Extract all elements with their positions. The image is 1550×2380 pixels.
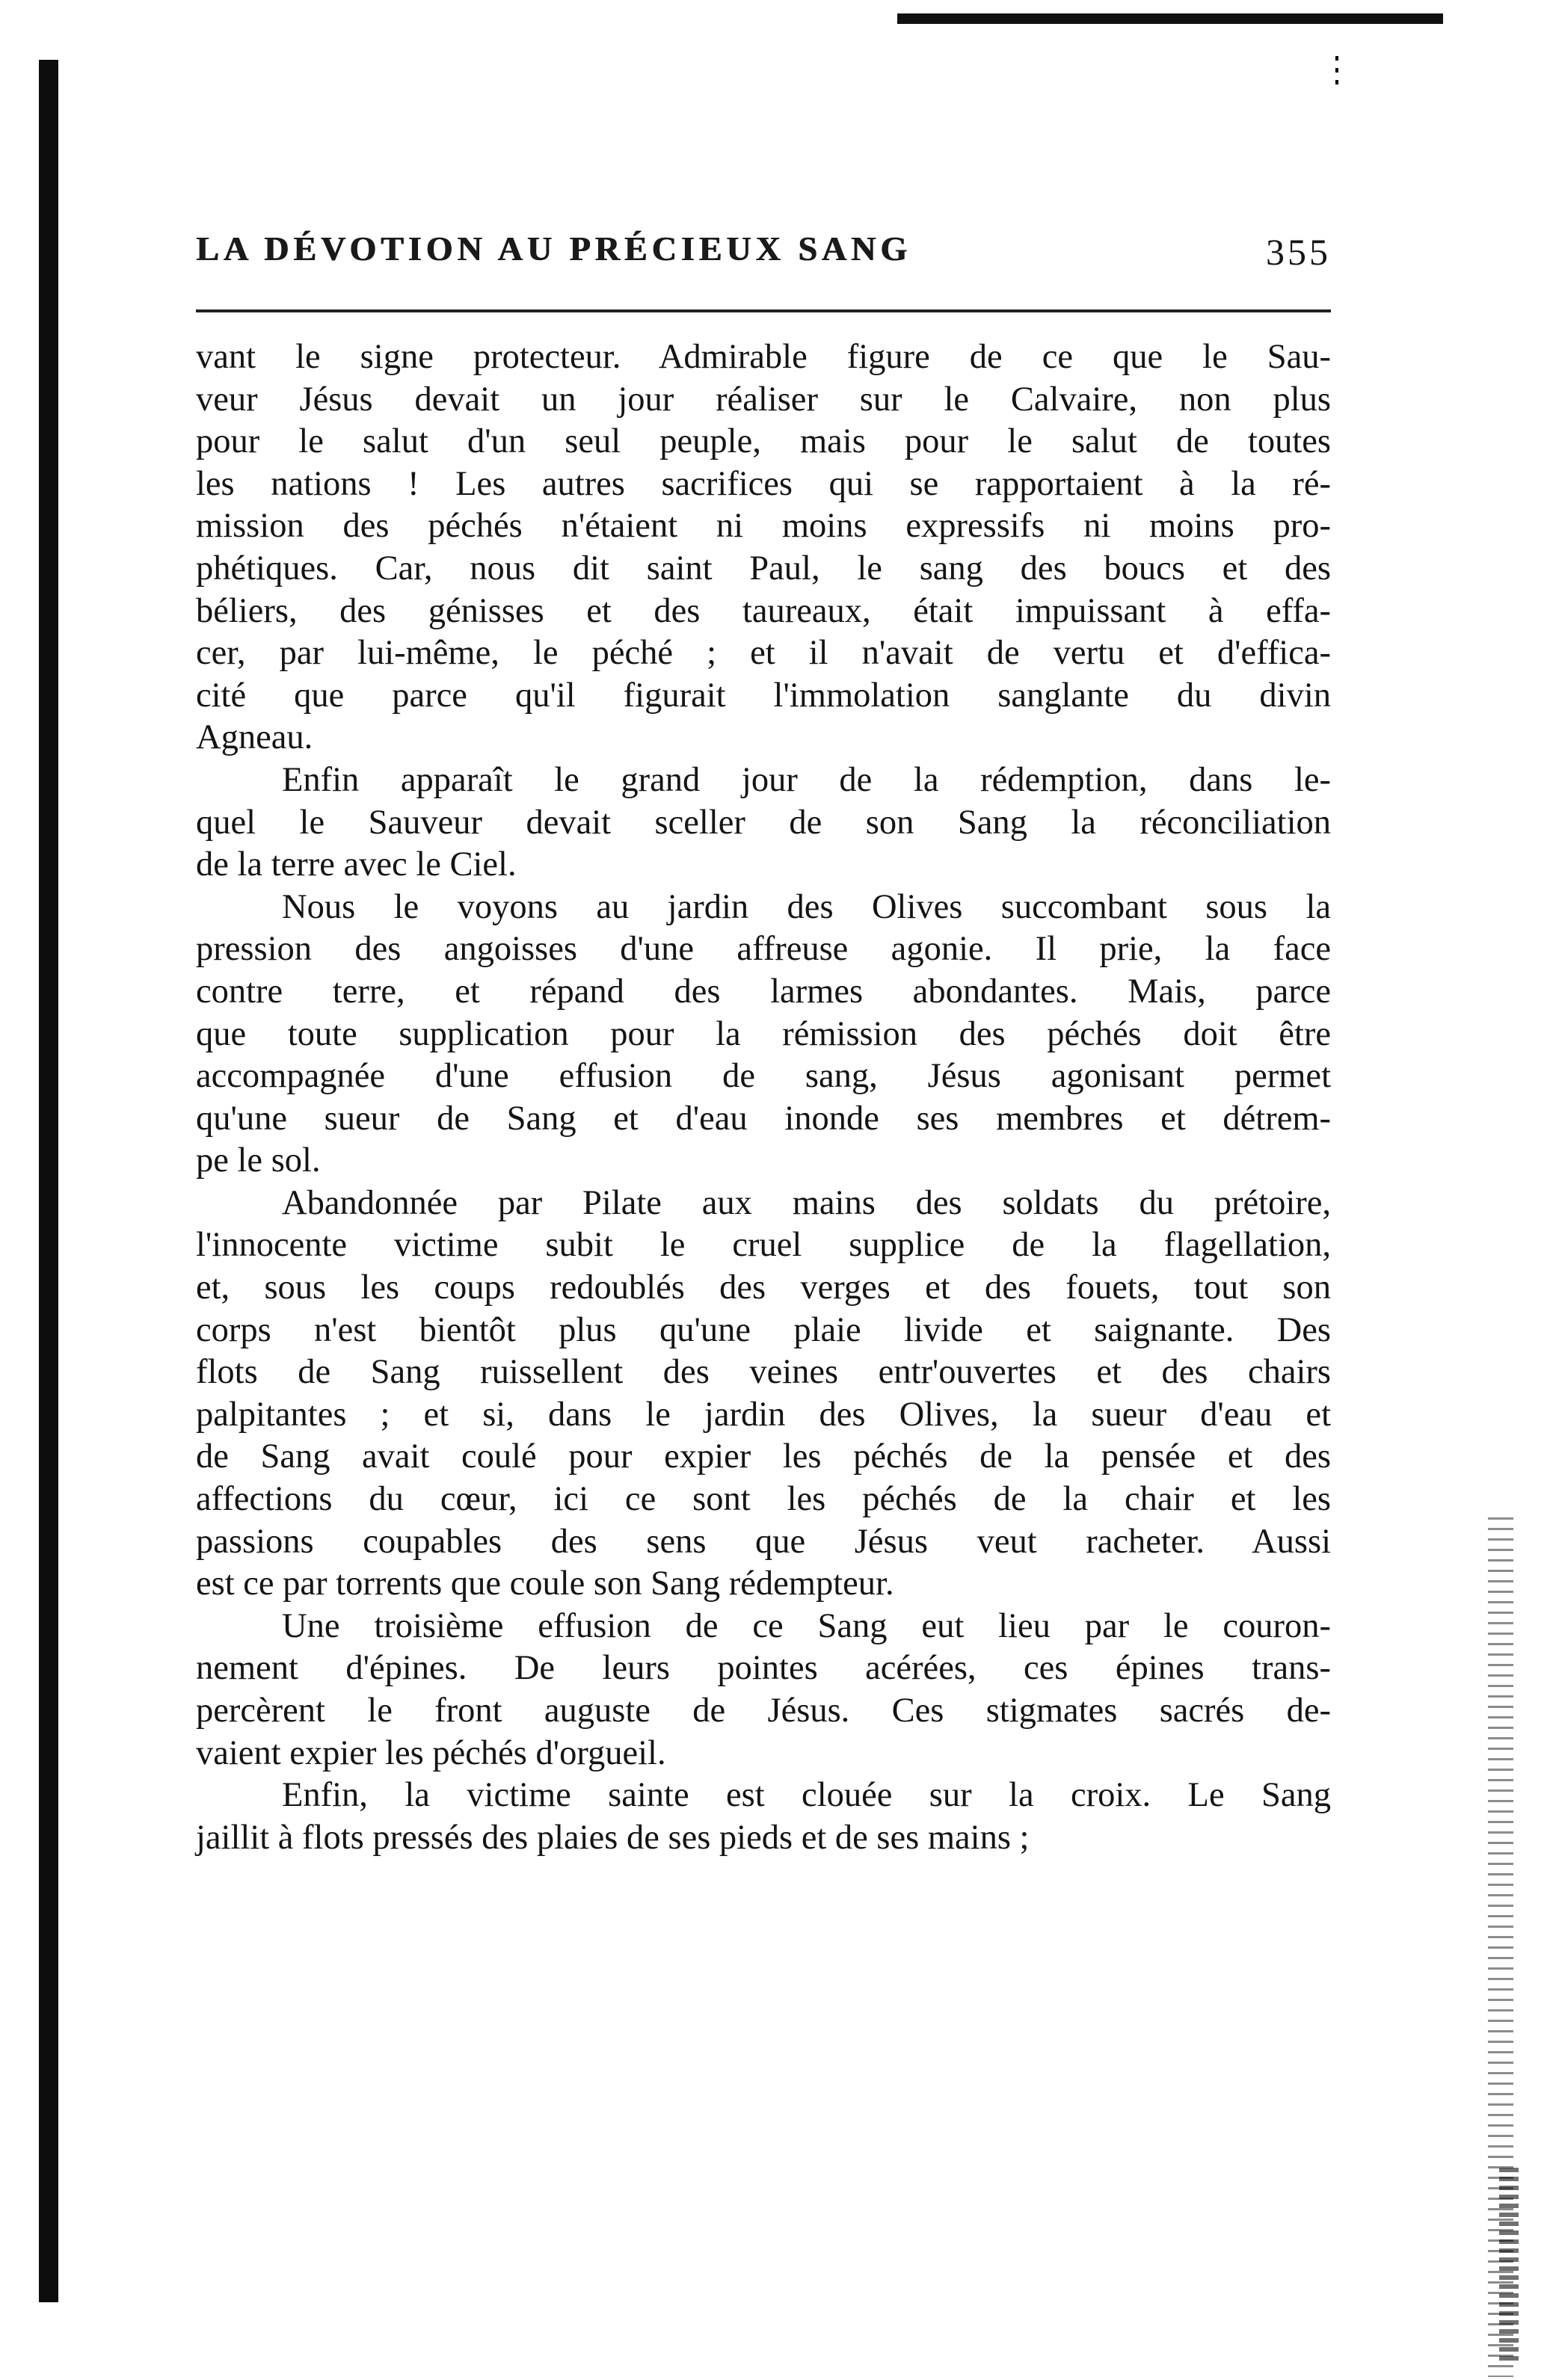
text-line: palpitantes ; et si, dans le jardin des Olives, la sueur d'eau et [196, 1395, 1331, 1434]
text-line: qu'une sueur de Sang et d'eau inonde ses membres et détrem- [196, 1099, 1331, 1138]
text-line: nement d'épines. De leurs pointes acérées, ces épines trans- [196, 1649, 1331, 1688]
paragraph [196, 759, 1331, 887]
header-rule [196, 309, 1331, 312]
paragraph [196, 887, 1331, 1183]
text-line: pression des angoisses d'une affreuse agonie. Il prie, la face [196, 930, 1331, 969]
page-text [196, 336, 1331, 1859]
text-line: Abandonnée par Pilate aux mains des soldats du prétoire, [282, 1183, 1331, 1222]
text-line: jaillit à flots pressés des plaies de ses pieds et de ses mains ; [196, 1818, 1030, 1857]
text-line: corps n'est bientôt plus qu'une plaie livide et saignante. Des [196, 1310, 1331, 1349]
text-line: les nations ! Les autres sacrifices qui se rapportaient à la ré- [196, 464, 1331, 503]
text-line: Une troisième effusion de ce Sang eut lieu par le couron- [282, 1606, 1331, 1645]
text-line: de Sang avait coulé pour expier les péchés de la pensée et des [196, 1437, 1331, 1476]
text-line: que toute supplication pour la rémission des péchés doit être [196, 1014, 1331, 1053]
text-line: pe le sol. [196, 1141, 321, 1180]
text-line: contre terre, et répand des larmes abondantes. Mais, parce [196, 972, 1331, 1011]
paragraph [196, 1606, 1331, 1775]
text-line: vaient expier les péchés d'orgueil. [196, 1733, 666, 1772]
text-line: béliers, des génisses et des taureaux, était impuissant à effa- [196, 591, 1331, 630]
text-line: de la terre avec le Ciel. [196, 845, 517, 884]
scan-edge-left-bar [39, 60, 58, 2302]
text-line: l'innocente victime subit le cruel supplice de la flagellation, [196, 1226, 1331, 1265]
text-line: Enfin, la victime sainte est clouée sur la croix. Le Sang [282, 1776, 1331, 1815]
running-head-title: LA DÉVOTION AU PRÉCIEUX SANG [196, 229, 911, 268]
text-line: phétiques. Car, nous dit saint Paul, le sang des boucs et des [196, 549, 1331, 588]
paragraph [196, 336, 1331, 759]
text-line: est ce par torrents que coule son Sang rédempteur. [196, 1564, 894, 1603]
scan-edge-top-rule [897, 13, 1443, 24]
running-head [196, 224, 1331, 277]
text-line: veur Jésus devait un jour réaliser sur le Calvaire, non plus [196, 380, 1331, 419]
text-line: accompagnée d'une effusion de sang, Jésus agonisant permet [196, 1057, 1331, 1096]
text-line: Enfin apparaît le grand jour de la rédemption, dans le- [282, 760, 1331, 799]
text-line: cité que parce qu'il figurait l'immolation sanglante du divin [196, 676, 1331, 715]
text-line: pour le salut d'un seul peuple, mais pour le salut de toutes [196, 422, 1331, 461]
text-line: flots de Sang ruissellent des veines entr'ouvertes et des chairs [196, 1353, 1331, 1392]
text-line: et, sous les coups redoublés des verges et des fouets, tout son [196, 1268, 1331, 1307]
text-line: vant le signe protecteur. Admirable figure de ce que le Sau- [196, 338, 1331, 376]
scan-edge-right-marks-lower [1499, 2168, 1519, 2362]
text-line: Nous le voyons au jardin des Olives succombant sous la [282, 887, 1331, 926]
text-line: Agneau. [196, 718, 313, 757]
text-line: affections du cœur, ici ce sont les péchés de la chair et les [196, 1480, 1331, 1519]
paragraph [196, 1775, 1331, 1859]
text-line: passions coupables des sens que Jésus veut racheter. Aussi [196, 1522, 1331, 1561]
paragraph [196, 1183, 1331, 1606]
text-line: percèrent le front auguste de Jésus. Ces stigmates sacrés de- [196, 1692, 1331, 1730]
page-number: 355 [1266, 231, 1331, 273]
text-line: quel le Sauveur devait sceller de son Sang la réconciliation [196, 803, 1331, 842]
scan-edge-mark [1335, 56, 1338, 86]
text-line: cer, par lui-même, le péché ; et il n'avait de vertu et d'effica- [196, 634, 1331, 673]
text-line: mission des péchés n'étaient ni moins expressifs ni moins pro- [196, 507, 1331, 546]
